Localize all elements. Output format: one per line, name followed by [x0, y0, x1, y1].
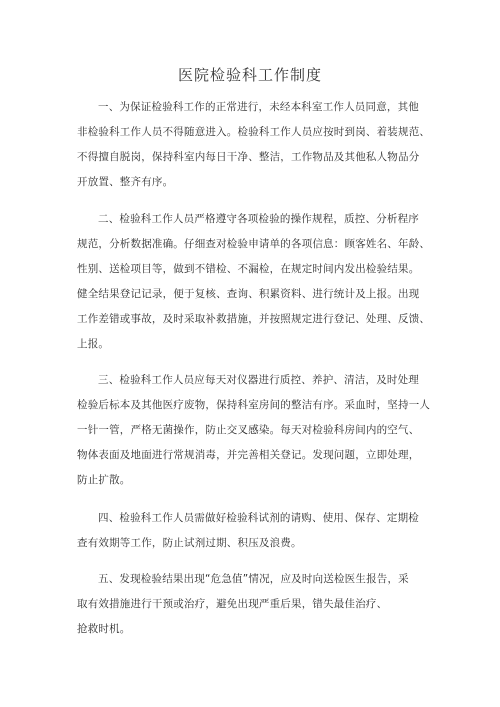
paragraph-line: 工作差错或事故，及时采取补救措施，并按照规定进行登记、处理、反馈、 [77, 313, 431, 325]
paragraph-line: 非检验科工作人员不得随意进入。检验科工作人员应按时到岗、着装规范、 [77, 126, 431, 138]
paragraph-line: 物体表面及地面进行常规消毒，并完善相关登记。发现问题，立即处理， [77, 449, 420, 461]
paragraph-line: 抢救时机。 [77, 623, 131, 635]
document-title: 医院检验科工作制度 [177, 66, 322, 84]
paragraph-line: 二、检验科工作人员严格遵守各项检验的操作规程，质控、分析程序 [98, 213, 419, 225]
paragraph-line: 性别、送检项目等，做到不错检、不漏检，在规定时间内发出检验结果。 [77, 263, 420, 275]
paragraph-line: 一、为保证检验科工作的正常进行，未经本科室工作人员同意，其他 [98, 101, 419, 113]
paragraph-line: 开放置、整齐有序。 [77, 176, 174, 188]
paragraph-line: 健全结果登记记录，便于复核、查询、积累资料、进行统计及上报。出现 [77, 288, 420, 300]
paragraph-line: 检验后标本及其他医疗废物，保持科室房间的整洁有序。采血时，坚持一人 [77, 399, 431, 411]
paragraph-line: 不得擅自脱岗，保持科室内每日干净、整洁，工作物品及其他私人物品分 [77, 151, 420, 163]
paragraph-line: 五、发现检验结果出现“危急值”情况，应及时向送检医生报告，采 [98, 573, 409, 585]
paragraph-line: 防止扩散。 [77, 474, 131, 486]
paragraph-line: 三、检验科工作人员应每天对仪器进行质控、养护、清洁，及时处理 [98, 374, 419, 386]
paragraph-line: 四、检验科工作人员需做好检验科试剂的请购、使用、保存、定期检 [98, 512, 419, 524]
paragraph-line: 规范，分析数据准确。仔细查对检验申请单的各项信息：顾客姓名、年龄、 [77, 238, 431, 250]
paragraph-line: 查有效期等工作，防止试剂过期、积压及浪费。 [77, 537, 302, 549]
paragraph-line: 一针一管，严格无菌操作，防止交叉感染。每天对检验科房间内的空气、 [77, 424, 420, 436]
paragraph-line: 取有效措施进行干预或治疗，避免出现严重后果，错失最佳治疗、 [77, 598, 388, 610]
paragraph-line: 上报。 [77, 338, 110, 350]
